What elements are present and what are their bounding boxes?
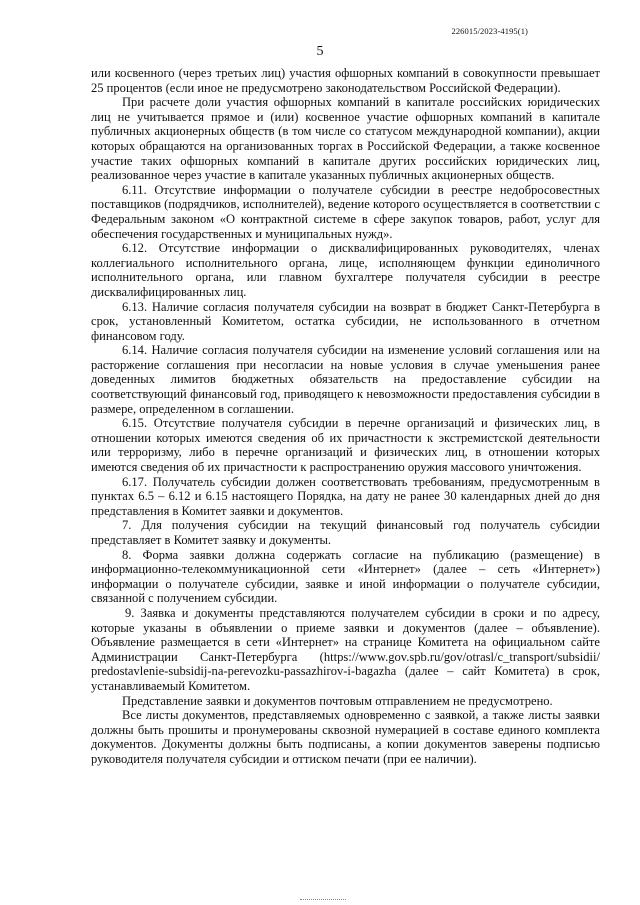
paragraph-6-14: 6.14. Наличие согласия получателя субсидии на изменение условий соглашения или на расторжение соглашения при несогласии на новые условия в случае уменьшения ранее доведенных лимитов бюджетных обязательств на предоставление субсидии на соответствующий финансовый год, приводящего к невозможности предоставления субсидии в размере, определенном в соглашении. bbox=[91, 343, 600, 416]
paragraph-8: 8. Форма заявки должна содержать согласие на публикацию (размещение) в информационно-телекоммуникационной сети «Интернет» (далее – сеть «Интернет») информации о получателе субсидии, заявке и иной информации о получателе субсидии, связанной с получением субсидии. bbox=[91, 547, 600, 606]
paragraph-6-11: 6.11. Отсутствие информации о получателе субсидии в реестре недобросовестных поставщиков (подрядчиков, исполнителей), ведение которого осуществляется в соответствии с Федеральным законом «О контрактной системе в сфере закупок товаров, работ, услуг для обеспечения государственных и муниципальных нужд». bbox=[91, 182, 600, 241]
paragraph-9: 9. Заявка и документы представляются получателем субсидии в сроки и по адресу, которые указаны в объявлении о приеме заявки и документов (далее – объявление). Объявление размещается в сети «Интернет» на странице Комитета на официальном сайте Администрации Санкт-Петербурга (https://www.gov.spb.ru/gov/otrasl/c_transport/subsidii/ predostavlenie-subsidij-na-perevozku-passazhirov-i-bagazha (далее – сайт Комитета) в срок, устанавливаемый Комитетом. bbox=[91, 605, 600, 693]
document-registration-number: 226015/2023-4195(1) bbox=[451, 26, 528, 36]
paragraph-document-binding: Все листы документов, представляемых одновременно с заявкой, а также листы заявки должны быть прошиты и пронумерованы сквозной нумерацией в составе единого комплекта документов. Документы должны быть подписаны, а копии документов заверены подписью руководителя получателя субсидии и оттиском печати (при ее наличии). bbox=[91, 708, 600, 766]
paragraph-offshore-share-continued: или косвенного (через третьих лиц) участия офшорных компаний в совокупности превышает 25 процентов (если иное не предусмотрено законодательством Российской Федерации). bbox=[91, 66, 600, 95]
document-body bbox=[91, 66, 600, 767]
scan-artifact bbox=[300, 899, 346, 902]
paragraph-6-15: 6.15. Отсутствие получателя субсидии в перечне организаций и физических лиц, в отношении которых имеются сведения об их причастности к экстремистской деятельности или терроризму, либо в перечне организаций и физических лиц, в отношении которых имеются сведения об их причастности к распространению оружия массового уничтожения. bbox=[91, 416, 600, 475]
paragraph-7: 7. Для получения субсидии на текущий финансовый год получатель субсидии представляет в Комитет заявку и документы. bbox=[91, 518, 600, 547]
paragraph-6-13: 6.13. Наличие согласия получателя субсидии на возврат в бюджет Санкт-Петербурга в срок, установленный Комитетом, остатка субсидии, не использованного в отчетном финансовом году. bbox=[91, 299, 600, 343]
paragraph-6-12: 6.12. Отсутствие информации о дисквалифицированных руководителях, членах коллегиального исполнительного органа, лице, исполняющем функции единоличного исполнительного органа, или главном бухгалтере получателя субсидии в реестре дисквалифицированных лиц. bbox=[91, 241, 600, 299]
paragraph-postal-submission: Представление заявки и документов почтовым отправлением не предусмотрено. bbox=[122, 693, 553, 708]
paragraph-offshore-share-calculation: При расчете доли участия офшорных компаний в капитале российских юридических лиц не учитывается прямое и (или) косвенное участие офшорных компаний в капитале публичных акционерных обществ (в том числе со статусом международной компании), акции которых обращаются на организованных торгах в Российской Федерации, а также косвенное участие таких офшорных компаний в капитале других российских юридических лиц, реализованное через участие в капитале указанных публичных акционерных обществ. bbox=[91, 95, 600, 183]
page-number: 5 bbox=[316, 44, 324, 59]
paragraph-6-17: 6.17. Получатель субсидии должен соответствовать требованиям, предусмотренным в пунктах 6.5 – 6.12 и 6.15 настоящего Порядка, на дату не ранее 30 календарных дней до дня представления в Комитет заявки и документов. bbox=[91, 474, 600, 518]
